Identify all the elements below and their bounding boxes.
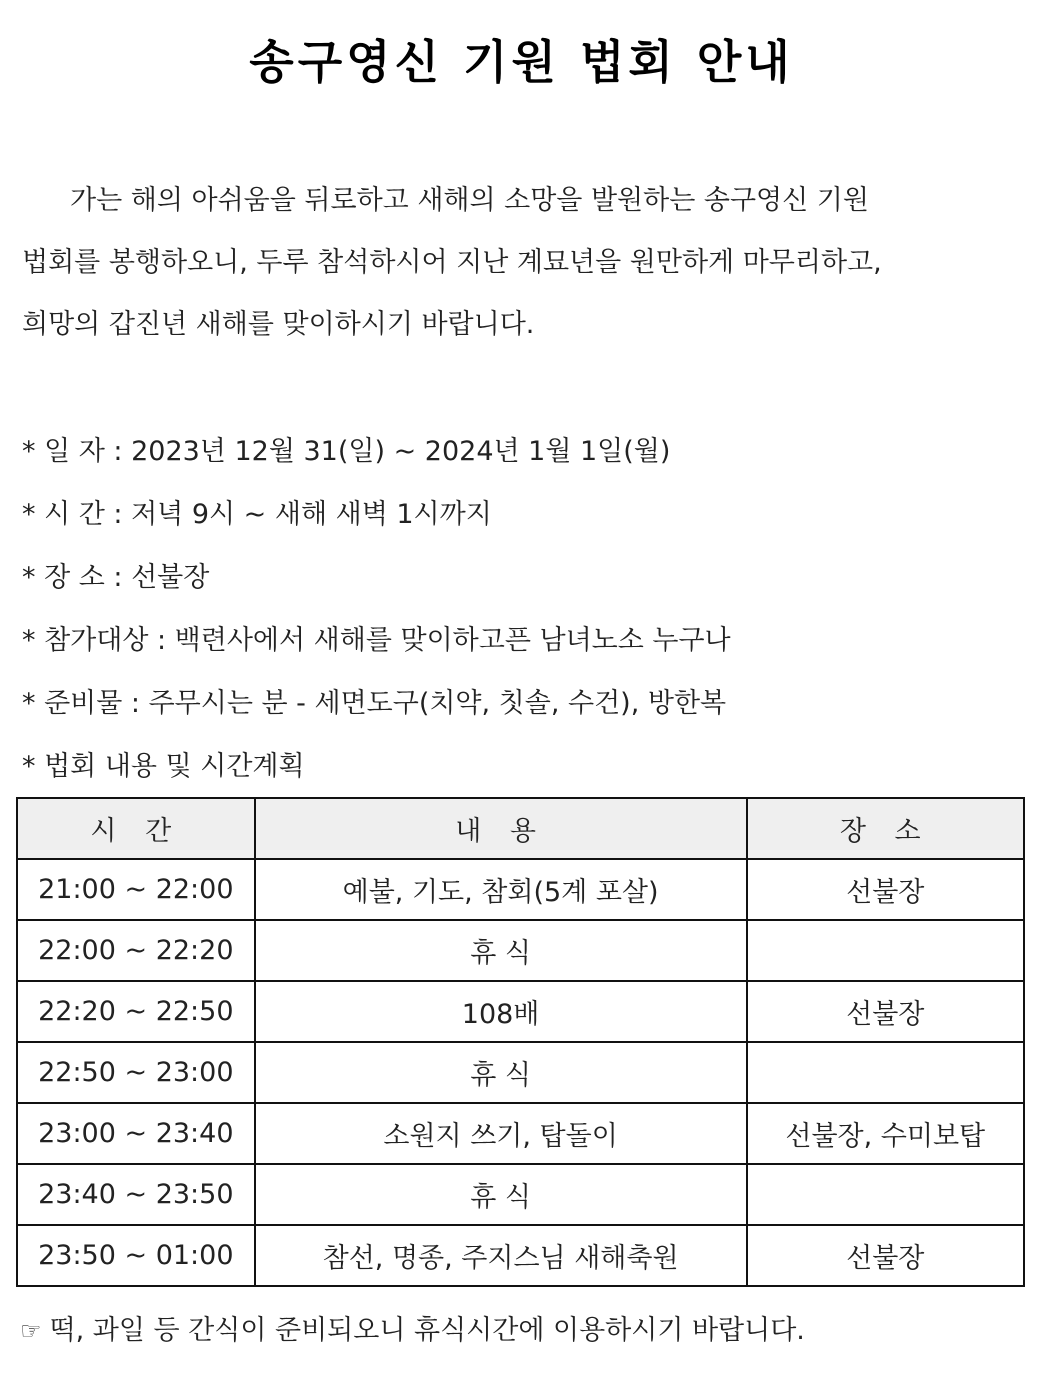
table-row bbox=[17, 920, 1024, 981]
cell-place bbox=[747, 1164, 1024, 1225]
info-time: * 시 간 : 저녁 9시 ~ 새해 새벽 1시까지 bbox=[22, 499, 492, 530]
table-row bbox=[17, 1225, 1024, 1286]
cell-time: 22:20 ~ 22:50 bbox=[17, 981, 255, 1042]
cell-content: 108배 bbox=[255, 981, 747, 1042]
cell-content: 휴 식 bbox=[255, 1042, 747, 1103]
event-info bbox=[22, 420, 1022, 798]
intro-line-2: 법회를 봉행하오니, 두루 참석하시어 지난 계묘년을 원만하게 마무리하고, bbox=[22, 247, 882, 278]
cell-content: 참선, 명종, 주지스님 새해축원 bbox=[255, 1225, 747, 1286]
cell-time: 23:40 ~ 23:50 bbox=[17, 1164, 255, 1225]
cell-content: 휴 식 bbox=[255, 920, 747, 981]
info-program-heading: * 법회 내용 및 시간계획 bbox=[22, 751, 305, 782]
header-time: 시 간 bbox=[17, 798, 255, 859]
table-row bbox=[17, 1164, 1024, 1225]
cell-place: 선불장 bbox=[747, 859, 1024, 920]
cell-time: 22:00 ~ 22:20 bbox=[17, 920, 255, 981]
cell-time: 22:50 ~ 23:00 bbox=[17, 1042, 255, 1103]
schedule-table bbox=[16, 797, 1025, 1287]
table-row bbox=[17, 1103, 1024, 1164]
page-title: 송구영신 기원 법회 안내 bbox=[249, 35, 794, 89]
cell-place: 선불장 bbox=[747, 1225, 1024, 1286]
info-date: * 일 자 : 2023년 12월 31(일) ~ 2024년 1월 1일(월) bbox=[22, 436, 671, 467]
pointing-hand-icon: ☞ bbox=[20, 1317, 42, 1345]
table-row bbox=[17, 859, 1024, 920]
header-place: 장 소 bbox=[747, 798, 1024, 859]
table-row bbox=[17, 1042, 1024, 1103]
cell-time: 23:50 ~ 01:00 bbox=[17, 1225, 255, 1286]
info-supplies: * 준비물 : 주무시는 분 - 세면도구(치약, 칫솔, 수건), 방한복 bbox=[22, 688, 727, 719]
intro-line-1 bbox=[22, 170, 1022, 232]
intro-line-1-text: 가는 해의 아쉬움을 뒤로하고 새해의 소망을 발원하는 송구영신 기원 bbox=[70, 185, 869, 216]
cell-place bbox=[747, 1042, 1024, 1103]
info-place: * 장 소 : 선불장 bbox=[22, 562, 210, 593]
cell-content: 예불, 기도, 참회(5계 포살) bbox=[255, 859, 747, 920]
snack-note bbox=[20, 1308, 1020, 1347]
intro-line-3: 희망의 갑진년 새해를 맞이하시기 바랍니다. bbox=[22, 309, 535, 340]
cell-place bbox=[747, 920, 1024, 981]
cell-content: 소원지 쓰기, 탑돌이 bbox=[255, 1103, 747, 1164]
table-row bbox=[17, 981, 1024, 1042]
cell-place: 선불장, 수미보탑 bbox=[747, 1103, 1024, 1164]
cell-time: 23:00 ~ 23:40 bbox=[17, 1103, 255, 1164]
info-target: * 참가대상 : 백련사에서 새해를 맞이하고픈 남녀노소 누구나 bbox=[22, 625, 731, 656]
cell-time: 21:00 ~ 22:00 bbox=[17, 859, 255, 920]
intro-paragraph bbox=[22, 170, 1022, 356]
cell-content: 휴 식 bbox=[255, 1164, 747, 1225]
table-header-row bbox=[17, 798, 1024, 859]
note-text: 떡, 과일 등 간식이 준비되오니 휴식시간에 이용하시기 바랍니다. bbox=[49, 1315, 805, 1346]
cell-place: 선불장 bbox=[747, 981, 1024, 1042]
header-content: 내 용 bbox=[255, 798, 747, 859]
